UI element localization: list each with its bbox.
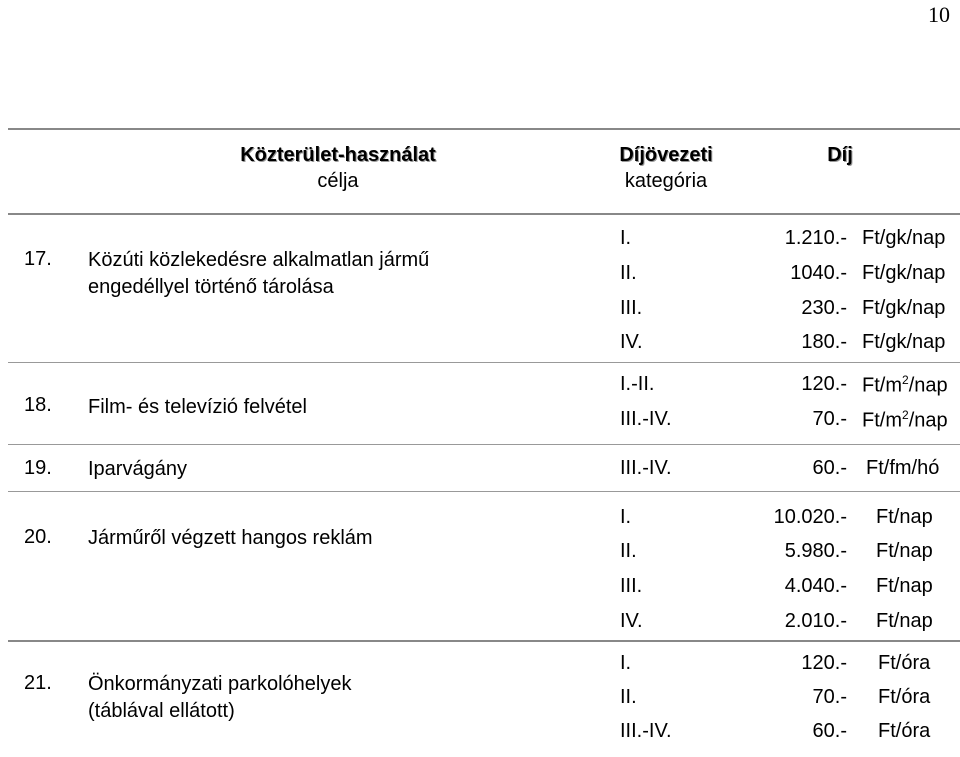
row-17-number: 17. [24, 248, 52, 270]
header-purpose [232, 142, 444, 194]
row-20-amount-2: 5.980.- [784, 540, 847, 562]
header-bottom-rule [8, 213, 960, 215]
row-20-cat-1: I. [620, 506, 632, 528]
row-18-number: 18. [24, 394, 52, 416]
row-18-unit-2-exponent: 2 [902, 408, 909, 422]
row-21-desc-line1: Önkormányzati parkolóhelyek [88, 673, 352, 695]
row-18-unit-1-suffix: /nap [908, 374, 948, 397]
row-20-cat-2: II. [620, 540, 637, 562]
row-17-amount-1: 1.210.- [784, 227, 847, 249]
row-20-cat-3: III. [620, 575, 643, 597]
row-21-unit-2: Ft/óra [878, 686, 931, 708]
row-21-cat-3: III.-IV. [620, 720, 672, 742]
row-18-unit-2-suffix: /nap [908, 409, 948, 432]
row-20-unit-3: Ft/nap [876, 575, 933, 597]
row-17-cat-2: II. [620, 262, 637, 284]
row-18-unit-1-base: Ft/m [862, 374, 902, 397]
row-17-unit-3: Ft/gk/nap [862, 297, 946, 319]
row-18-amount-2: 70.- [812, 408, 847, 430]
row-20-number: 20. [24, 526, 52, 548]
row-20-unit-1: Ft/nap [876, 506, 933, 528]
row-19-number: 19. [24, 457, 52, 479]
row-17-bottom-rule [8, 362, 960, 363]
row-21-desc-line2: (táblával ellátott) [88, 700, 235, 722]
row-19-unit-1: Ft/fm/hó [866, 457, 940, 479]
row-18-unit-1-exponent: 2 [902, 373, 909, 387]
row-17-amount-2: 1040.- [790, 262, 847, 284]
row-19-cat-1: III.-IV. [620, 457, 672, 479]
row-19-amount-1: 60.- [812, 457, 847, 479]
row-18-unit-2 [862, 408, 948, 433]
page-number: 10 [928, 2, 950, 27]
row-18-description: Film- és televízió felvétel [88, 396, 307, 418]
row-20-amount-3: 4.040.- [784, 575, 847, 597]
header-category-subtitle: kategória [624, 170, 708, 192]
header-category-title: Díjövezeti [619, 144, 713, 166]
row-20-amount-1: 10.020.- [773, 506, 847, 528]
row-17-cat-1: I. [620, 227, 632, 249]
row-18-cat-2: III.-IV. [620, 408, 672, 430]
row-21-cat-2: II. [620, 686, 637, 708]
row-17-cat-4: IV. [620, 331, 643, 353]
header-fee [810, 142, 870, 168]
row-17-description [88, 247, 429, 301]
row-21-number: 21. [24, 672, 52, 694]
row-18-unit-2-base: Ft/m [862, 409, 902, 432]
row-17-amount-4: 180.- [801, 331, 847, 353]
row-21-cat-1: I. [620, 652, 632, 674]
row-17-unit-2: Ft/gk/nap [862, 262, 946, 284]
row-18-unit-1 [862, 373, 948, 398]
header-purpose-subtitle: célja [317, 170, 359, 192]
header-fee-title: Díj [827, 144, 853, 166]
row-21-amount-3: 60.- [812, 720, 847, 742]
row-18-cat-1: I.-II. [620, 373, 655, 395]
row-20-amount-4: 2.010.- [784, 610, 847, 632]
header-category [606, 142, 726, 194]
table-top-rule [8, 128, 960, 130]
row-21-description [88, 671, 351, 725]
row-17-cat-3: III. [620, 297, 643, 319]
row-19-description: Iparvágány [88, 458, 187, 480]
row-21-amount-1: 120.- [801, 652, 847, 674]
header-purpose-title: Közterület-használat [240, 144, 436, 166]
row-18-amount-1: 120.- [801, 373, 847, 395]
row-17-unit-1: Ft/gk/nap [862, 227, 946, 249]
row-21-unit-3: Ft/óra [878, 720, 931, 742]
row-17-desc-line2: engedéllyel történő tárolása [88, 276, 334, 298]
row-21-unit-1: Ft/óra [878, 652, 931, 674]
row-18-bottom-rule [8, 444, 960, 445]
row-20-unit-2: Ft/nap [876, 540, 933, 562]
row-17-desc-line1: Közúti közlekedésre alkalmatlan jármű [88, 249, 430, 271]
row-17-unit-4: Ft/gk/nap [862, 331, 946, 353]
row-20-bottom-rule [8, 640, 960, 642]
row-21-amount-2: 70.- [812, 686, 847, 708]
row-17-amount-3: 230.- [801, 297, 847, 319]
row-19-bottom-rule [8, 491, 960, 492]
row-20-unit-4: Ft/nap [876, 610, 933, 632]
row-20-description: Járműről végzett hangos reklám [88, 527, 373, 549]
row-20-cat-4: IV. [620, 610, 643, 632]
